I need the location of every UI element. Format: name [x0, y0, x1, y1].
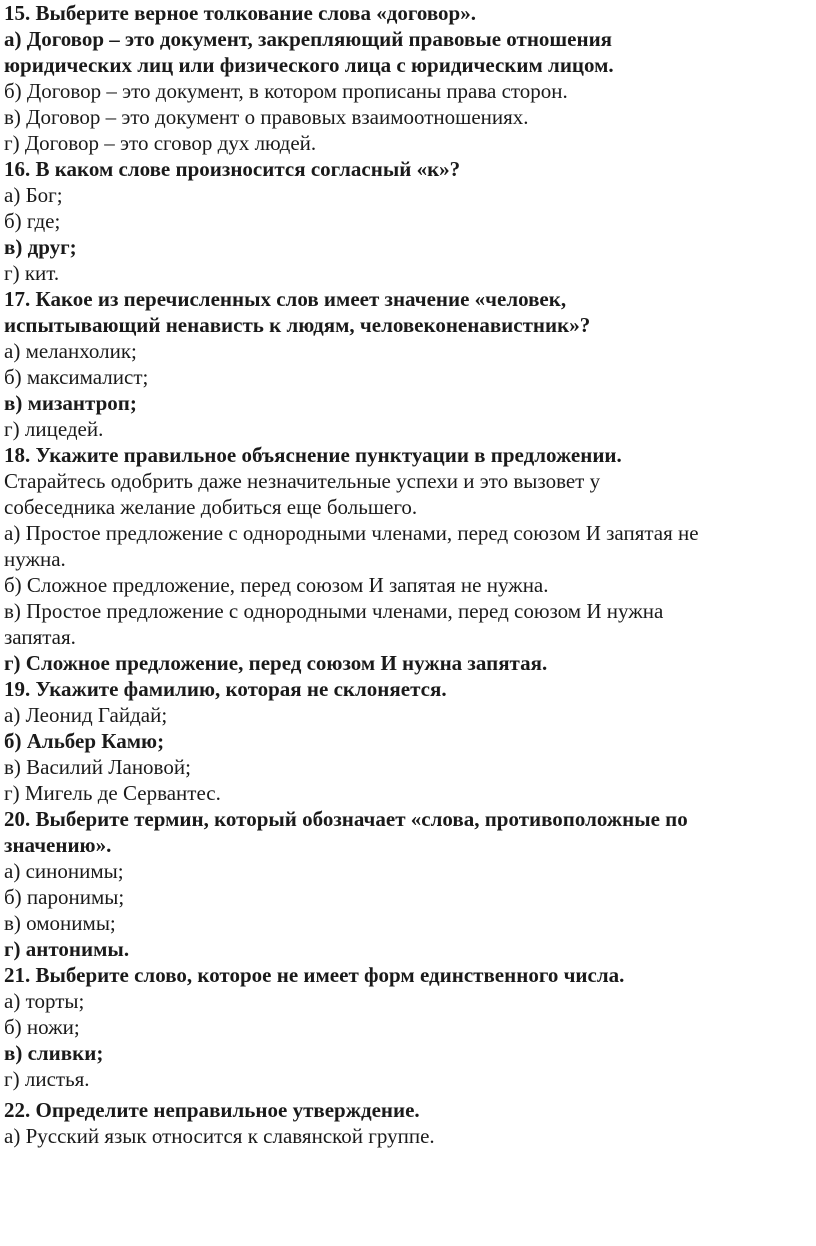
question-20-option-c: в) омонимы; [4, 911, 116, 935]
question-17-option-d: г) лицедей. [4, 417, 104, 441]
question-17-option-b: б) максималист; [4, 365, 149, 389]
question-21-title: 21. Выберите слово, которое не имеет форм единственного числа. [4, 963, 625, 987]
question-19-title: 19. Укажите фамилию, которая не склоняется. [4, 677, 447, 701]
question-16-option-c-correct: в) друг; [4, 235, 77, 259]
question-16-title: 16. В каком слове произносится согласный «к»? [4, 157, 461, 181]
question-21-option-a: а) торты; [4, 989, 85, 1013]
question-20 [4, 806, 812, 962]
question-17 [4, 286, 812, 442]
question-18-title: 18. Укажите правильное объяснение пунктуации в предложении. [4, 443, 622, 467]
question-16-option-b: б) где; [4, 209, 61, 233]
question-15 [4, 0, 812, 156]
question-22-option-a: а) Русский язык относится к славянской группе. [4, 1124, 435, 1148]
question-18-option-a-continued: нужна. [4, 547, 66, 571]
question-19-option-d: г) Мигель де Сервантес. [4, 781, 221, 805]
question-22-title: 22. Определите неправильное утверждение. [4, 1098, 420, 1122]
question-22 [4, 1097, 812, 1149]
question-15-option-c: в) Договор – это документ о правовых взаимоотношениях. [4, 105, 529, 129]
question-18-option-b: б) Сложное предложение, перед союзом И запятая не нужна. [4, 573, 549, 597]
question-18-sentence: Старайтесь одобрить даже незначительные успехи и это вызовет у [4, 469, 601, 493]
question-21 [4, 962, 812, 1092]
quiz-document [4, 0, 812, 1149]
question-15-option-d: г) Договор – это сговор дух людей. [4, 131, 317, 155]
question-15-answer-a-correct: а) Договор – это документ, закрепляющий правовые отношения [4, 27, 613, 51]
question-19-option-c: в) Василий Лановой; [4, 755, 191, 779]
question-16 [4, 156, 812, 286]
question-18-sentence-continued: собеседника желание добиться еще большего. [4, 495, 418, 519]
question-18 [4, 442, 812, 676]
question-20-option-d-correct: г) антонимы. [4, 937, 130, 961]
question-18-option-c-continued: запятая. [4, 625, 76, 649]
question-17-option-a: а) меланхолик; [4, 339, 137, 363]
question-20-title: 20. Выберите термин, который обозначает «слова, противоположные по [4, 807, 688, 831]
question-17-title-continued: испытывающий ненависть к людям, человеконенавистник»? [4, 313, 591, 337]
question-16-option-a: а) Бог; [4, 183, 63, 207]
question-16-option-d: г) кит. [4, 261, 60, 285]
question-19-option-a: а) Леонид Гайдай; [4, 703, 168, 727]
question-20-option-b: б) паронимы; [4, 885, 125, 909]
question-19 [4, 676, 812, 806]
question-19-option-b-correct: б) Альбер Камю; [4, 729, 165, 753]
question-18-option-a: а) Простое предложение с однородными членами, перед союзом И запятая не [4, 521, 699, 545]
question-20-title-continued: значению». [4, 833, 112, 857]
question-21-option-d: г) листья. [4, 1067, 90, 1091]
question-21-option-c-correct: в) сливки; [4, 1041, 104, 1065]
question-20-option-a: а) синонимы; [4, 859, 124, 883]
question-17-option-c-correct: в) мизантроп; [4, 391, 137, 415]
question-15-title: 15. Выберите верное толкование слова «договор». [4, 1, 476, 25]
question-18-option-c: в) Простое предложение с однородными членами, перед союзом И нужна [4, 599, 664, 623]
question-21-option-b: б) ножи; [4, 1015, 80, 1039]
question-18-option-d-correct: г) Сложное предложение, перед союзом И нужна запятая. [4, 651, 548, 675]
question-15-option-b: б) Договор – это документ, в котором прописаны права сторон. [4, 79, 568, 103]
question-17-title: 17. Какое из перечисленных слов имеет значение «человек, [4, 287, 567, 311]
question-15-answer-a-correct-continued: юридических лиц или физического лица с юридическим лицом. [4, 53, 614, 77]
